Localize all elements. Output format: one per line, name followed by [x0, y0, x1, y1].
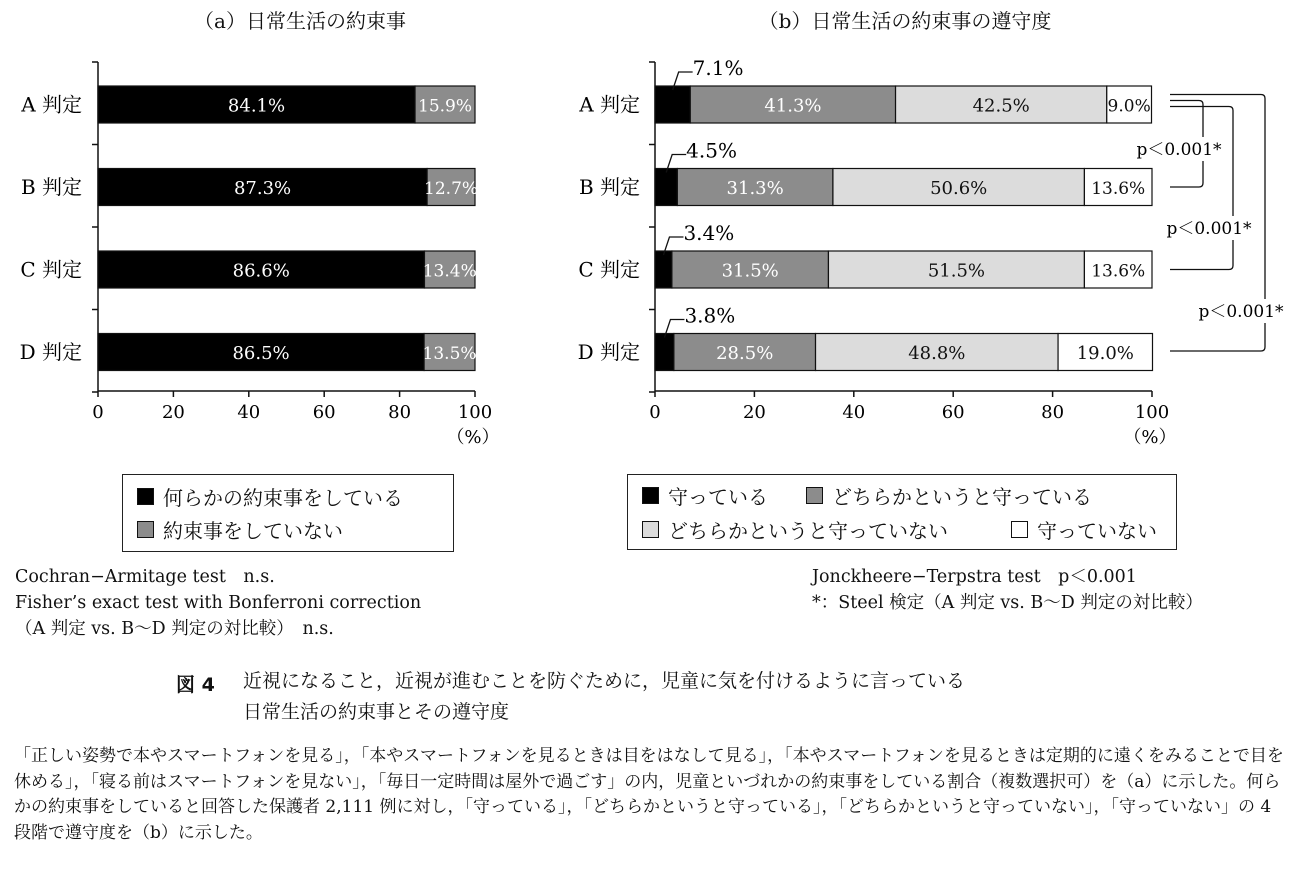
legend-swatch-gray — [137, 521, 154, 538]
chart-b-title: （b）日常生活の約束事の遵守度 — [758, 9, 1052, 33]
chart-b-data-label: 9.0% — [1107, 96, 1151, 117]
chart-a-data-label: 13.4% — [422, 261, 477, 282]
chart-a-x-tick-label: 80 — [388, 402, 412, 423]
chart-b-data-label: 3.4% — [683, 221, 735, 245]
chart-b-data-label: 51.5% — [927, 260, 986, 282]
legend-a-label-0: 何らかの約束事をしている — [163, 486, 403, 510]
note-b-0: Jonckheere−Terpstra test p＜0.001 — [812, 567, 1137, 587]
chart-a-x-tick-label: 100 — [457, 402, 493, 423]
chart-a-category-label: C 判定 — [20, 257, 82, 282]
chart-b-data-label: 48.8% — [908, 343, 966, 364]
chart-b-category-label: B 判定 — [578, 175, 640, 199]
legend-swatch-black — [137, 488, 154, 505]
chart-a-data-label: 15.9% — [418, 96, 473, 117]
chart-b-x-tick-label: 80 — [1041, 402, 1065, 423]
chart-a-category-label: A 判定 — [21, 92, 82, 117]
legend-b-item-1 — [806, 481, 1092, 510]
chart-a-data-label: 86.6% — [232, 260, 290, 282]
chart-b-significance-bracket — [1170, 107, 1233, 270]
chart-b-x-tick-label: 20 — [742, 402, 766, 423]
legend-a-item-1 — [137, 515, 343, 544]
chart-a-category-label: D 判定 — [19, 340, 82, 364]
chart-b-x-unit: （%） — [1123, 427, 1177, 448]
chart-b-x-tick-label: 0 — [649, 402, 661, 423]
legend-b-label-3: 守っていない — [1037, 519, 1157, 543]
chart-b-annotation: p＜0.001* — [1166, 219, 1252, 239]
chart-b-bar-segment — [655, 169, 677, 206]
chart-a-x-tick-label: 60 — [312, 402, 336, 423]
chart-a-data-label: 12.7% — [424, 179, 479, 199]
chart-a-data-label: 87.3% — [233, 178, 292, 199]
chart-a-data-label: 13.5% — [422, 344, 477, 364]
legend-b-item-0 — [642, 481, 768, 510]
legend-a-label-1: 約束事をしていない — [163, 519, 343, 543]
chart-b-data-label: 4.5% — [686, 138, 737, 163]
note-a-0: Cochran−Armitage test n.s. — [15, 567, 275, 587]
chart-b-x-tick-label: 40 — [842, 402, 866, 423]
chart-b — [560, 0, 1300, 470]
figure-caption-line-2: 日常生活の約束事とその遵守度 — [243, 701, 510, 723]
chart-a-x-unit: （%） — [446, 427, 500, 448]
chart-b-data-label: 31.3% — [726, 178, 784, 199]
chart-b-data-label: 50.6% — [930, 178, 988, 199]
legend-b — [627, 474, 1177, 550]
chart-a-title: （a）日常生活の約束事 — [194, 9, 406, 33]
chart-b-data-label: 7.1% — [692, 56, 744, 80]
chart-b-category-label: C 判定 — [578, 257, 640, 282]
chart-b-data-label: 41.3% — [764, 95, 822, 117]
legend-b-label-0: 守っている — [668, 485, 768, 509]
chart-b-annotation: p＜0.001* — [1136, 140, 1222, 160]
figure-caption-line-1: 近視になること，近視が進むことを防ぐために，児童に気を付けるように言っている — [243, 670, 966, 692]
note-a-2: （A 判定 vs. B〜D 判定の対比較） n.s. — [15, 619, 334, 639]
legend-swatch-gray — [806, 487, 823, 504]
legend-b-item-3 — [1011, 515, 1157, 544]
note-a-1: Fisher’s exact test with Bonferroni correction — [15, 593, 422, 613]
figure-label: 図 4 — [176, 674, 215, 696]
chart-b-data-label: 13.6% — [1091, 179, 1146, 199]
chart-b-x-tick-label: 60 — [941, 402, 965, 423]
body-paragraph: 「正しい姿勢で本やスマートフォンを見る」，「本やスマートフォンを見るときは目をはなして見る」，「本やスマートフォンを見るときは定期的に遠くをみることで目を休める」，「寝る前はスマートフォンを見ない」，「毎日一定時間は屋外で過ごす」の内，児童といづれかの約束事をしている割合（複数選択可）を（a）に示した。何らかの約束事をしていると回答した保護者 2,111 例に対し，「守っている」，「どちらかというと守っている」，「どちらかというと守っていない」，「守っていない」の 4 段階で遵守度を（b）に示した。 — [14, 746, 1284, 843]
chart-a-data-label: 84.1% — [227, 95, 286, 117]
legend-swatch-black — [642, 487, 659, 504]
legend-b-label-1: どちらかというと守っている — [832, 485, 1092, 509]
chart-b-data-label: 28.5% — [716, 343, 774, 364]
note-b-1: *：Steel 検定（A 判定 vs. B〜D 判定の対比較） — [812, 593, 1203, 613]
chart-b-data-label: 13.6% — [1091, 261, 1146, 282]
legend-swatch-lightgray — [642, 521, 659, 538]
legend-b-item-2 — [642, 515, 948, 544]
chart-b-bar-segment — [655, 334, 674, 371]
chart-b-bar-segment — [655, 251, 672, 288]
chart-b-bar-segment — [655, 86, 690, 123]
legend-swatch-white — [1011, 521, 1028, 538]
chart-b-category-label: A 判定 — [579, 92, 640, 117]
chart-b-data-label: 19.0% — [1076, 343, 1134, 364]
chart-a-x-tick-label: 0 — [92, 402, 104, 423]
chart-b-x-tick-label: 100 — [1134, 402, 1170, 423]
legend-b-label-2: どちらかというと守っていない — [668, 519, 948, 543]
chart-b-data-label: 42.5% — [972, 95, 1030, 117]
chart-a-x-tick-label: 20 — [161, 402, 185, 423]
chart-b-data-label: 31.5% — [721, 260, 779, 282]
chart-a-x-tick-label: 40 — [237, 402, 261, 423]
chart-a — [0, 0, 560, 470]
legend-a — [122, 474, 454, 552]
chart-b-annotation: p＜0.001* — [1198, 302, 1284, 322]
chart-a-category-label: B 判定 — [20, 175, 82, 199]
chart-b-data-label: 3.8% — [684, 303, 736, 328]
legend-a-item-0 — [137, 482, 403, 511]
chart-a-data-label: 86.5% — [232, 343, 290, 364]
chart-b-category-label: D 判定 — [577, 340, 640, 364]
